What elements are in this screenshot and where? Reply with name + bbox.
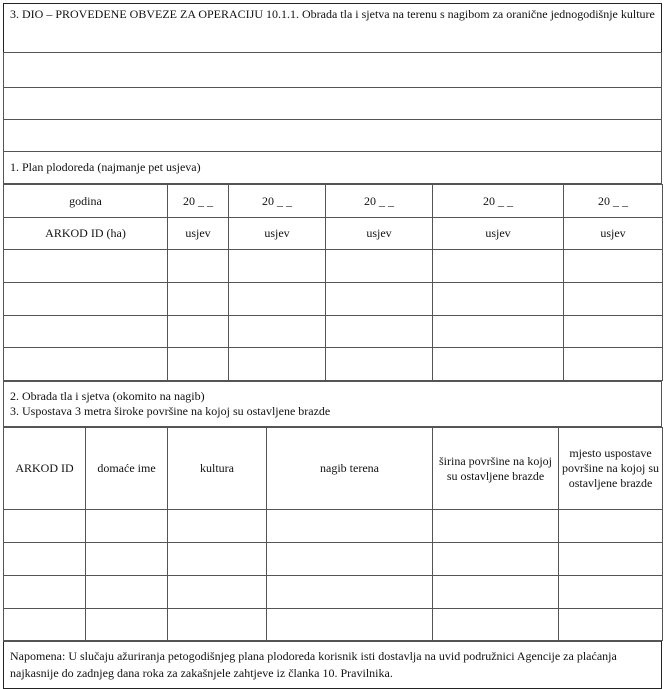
cell[interactable] <box>4 250 168 283</box>
table-row <box>4 543 663 576</box>
cell[interactable] <box>86 576 168 609</box>
arkod-row-label: ARKOD ID (ha) <box>4 218 168 250</box>
year-cell[interactable]: 20 _ _ <box>168 185 229 218</box>
note-table <box>3 641 662 689</box>
crop-header: usjev <box>168 218 229 250</box>
cell[interactable] <box>433 316 564 348</box>
cell[interactable] <box>433 348 564 381</box>
year-cell[interactable]: 20 _ _ <box>326 185 433 218</box>
cell[interactable] <box>326 283 433 316</box>
cell[interactable] <box>4 348 168 381</box>
cell[interactable] <box>559 609 663 641</box>
empty-input-row[interactable] <box>4 53 662 88</box>
tillage-table <box>3 427 663 641</box>
cell[interactable] <box>168 510 267 543</box>
cell[interactable] <box>433 283 564 316</box>
crop-header: usjev <box>229 218 326 250</box>
empty-input-row[interactable] <box>4 88 662 120</box>
cell[interactable] <box>86 510 168 543</box>
cell[interactable] <box>4 510 86 543</box>
col-header-furrow-width: širina površine na kojoj su ostavljene brazde <box>433 428 559 510</box>
section-header-table <box>3 3 662 184</box>
cell[interactable] <box>4 283 168 316</box>
cell[interactable] <box>168 316 229 348</box>
cell[interactable] <box>559 510 663 543</box>
tillage-title-line1: 2. Obrada tla i sjetva (okomito na nagib) <box>10 389 205 403</box>
table-row <box>4 348 663 381</box>
year-cell[interactable]: 20 _ _ <box>433 185 564 218</box>
cell[interactable] <box>168 348 229 381</box>
col-header-crop: kultura <box>168 428 267 510</box>
note-text: Napomena: U slučaju ažuriranja petogodišnjeg plana plodoreda korisnik isti dostavlja na uvid podružnici Agencije za plaćanja najkasnije do zadnjeg dana roka za zakašnjele zahtjeve iz članka 10. Pravilnika. <box>4 642 662 689</box>
year-cell[interactable]: 20 _ _ <box>564 185 663 218</box>
cell[interactable] <box>168 283 229 316</box>
cell[interactable] <box>564 250 663 283</box>
section-title: 3. DIO – PROVEDENE OBVEZE ZA OPERACIJU 10.1.1. Obrada tla i sjetva na terenu s nagibom za oranične jednogodišnje kulture <box>4 4 662 53</box>
table-row <box>4 250 663 283</box>
cell[interactable] <box>559 543 663 576</box>
cell[interactable] <box>229 316 326 348</box>
col-header-arkod-id: ARKOD ID <box>4 428 86 510</box>
cell[interactable] <box>267 609 433 641</box>
crop-header: usjev <box>433 218 564 250</box>
cell[interactable] <box>564 283 663 316</box>
crop-header: usjev <box>326 218 433 250</box>
cell[interactable] <box>267 510 433 543</box>
col-header-furrow-location: mjesto uspostave površine na kojoj su ostavljene brazde <box>559 428 663 510</box>
cell[interactable] <box>326 348 433 381</box>
cell[interactable] <box>4 543 86 576</box>
tillage-title-table <box>3 381 662 427</box>
form-section-3 <box>3 3 662 689</box>
cell[interactable] <box>168 250 229 283</box>
cell[interactable] <box>433 510 559 543</box>
cell[interactable] <box>564 316 663 348</box>
cell[interactable] <box>86 543 168 576</box>
cell[interactable] <box>86 609 168 641</box>
cell[interactable] <box>564 348 663 381</box>
year-cell[interactable]: 20 _ _ <box>229 185 326 218</box>
col-header-slope: nagib terena <box>267 428 433 510</box>
cell[interactable] <box>229 250 326 283</box>
col-header-local-name: domaće ime <box>86 428 168 510</box>
tillage-title-line2: 3. Uspostava 3 metra široke površine na kojoj su ostavljene brazde <box>10 404 331 418</box>
cell[interactable] <box>4 609 86 641</box>
cell[interactable] <box>168 609 267 641</box>
table-row <box>4 576 663 609</box>
cell[interactable] <box>433 609 559 641</box>
year-row-label: godina <box>4 185 168 218</box>
cell[interactable] <box>229 283 326 316</box>
crop-header: usjev <box>564 218 663 250</box>
cell[interactable] <box>4 316 168 348</box>
table-row <box>4 510 663 543</box>
cell[interactable] <box>267 576 433 609</box>
cell[interactable] <box>229 348 326 381</box>
cell[interactable] <box>433 543 559 576</box>
table-row <box>4 316 663 348</box>
cell[interactable] <box>433 576 559 609</box>
plan-title: 1. Plan plodoreda (najmanje pet usjeva) <box>4 152 662 184</box>
empty-input-row[interactable] <box>4 120 662 152</box>
cell[interactable] <box>326 316 433 348</box>
table-row <box>4 283 663 316</box>
cell[interactable] <box>168 576 267 609</box>
cell[interactable] <box>168 543 267 576</box>
crop-rotation-table <box>3 184 663 381</box>
cell[interactable] <box>559 576 663 609</box>
cell[interactable] <box>326 250 433 283</box>
cell[interactable] <box>433 250 564 283</box>
table-row <box>4 609 663 641</box>
cell[interactable] <box>4 576 86 609</box>
cell[interactable] <box>267 543 433 576</box>
